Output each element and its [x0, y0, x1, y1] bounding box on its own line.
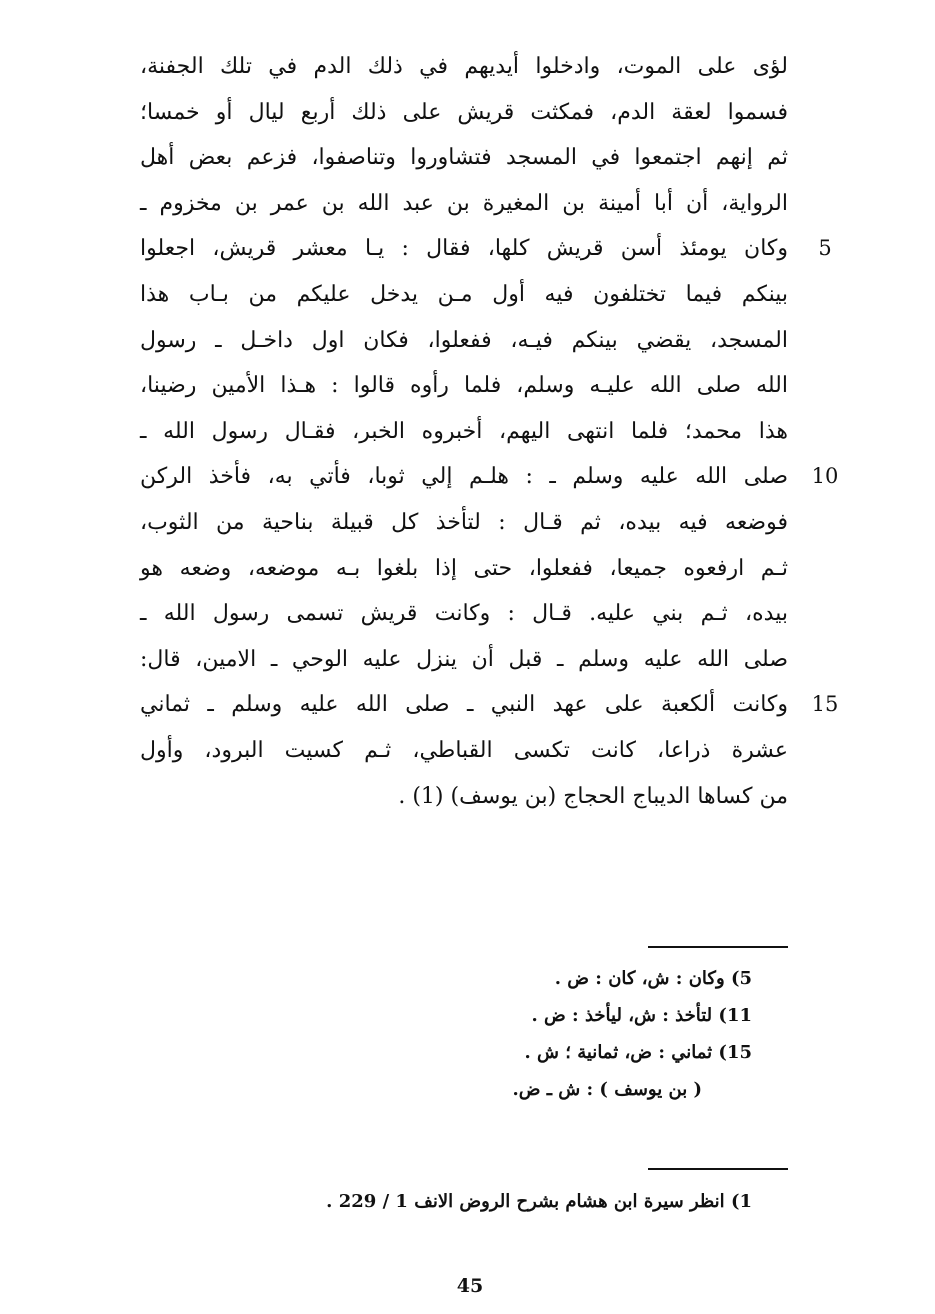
text-line-6: بينكم فيما تختلفون فيه أول مـن يدخل عليكم من بـاب هذا: [140, 281, 788, 307]
text-line-4: الرواية، أن أبا أمينة بن المغيرة بن عبد الله بن عمر بن مخزوم ـ: [140, 190, 788, 216]
text-line-5: وكان يومئذ أسن قريش كلها، فقال : يـا معشر قريش، اجعلوا: [140, 236, 788, 262]
footnotes: [250, 1182, 752, 1222]
text-line-17: من كساها الديباج الحجاج (بن يوسف) (1) .: [398, 783, 788, 809]
text-line-12: ثـم ارفعوه جميعا، ففعلوا، حتى إذا بلغوا بـه موضعه، وضعه هو: [140, 555, 788, 581]
main-text-block: [140, 44, 788, 819]
variant-note-5: 5) وكان : ش، كان : ض .: [554, 968, 752, 989]
line-number-10: 10: [811, 464, 839, 489]
text-line-13: بيده، ثـم بني عليه. قـال : وكانت قريش تسمى رسول الله ـ: [140, 601, 788, 627]
footnote-1: 1) انظر سيرة ابن هشام بشرح الروض الانف 1 / 229 .: [326, 1191, 752, 1212]
text-line-14: صلى الله عليه وسلم ـ قبل أن ينزل عليه الوحي ـ الامين، قال:: [140, 646, 788, 672]
page-number: 45: [456, 1275, 484, 1297]
textual-variants: [360, 960, 752, 1108]
variant-note-11: 11) لتأخذ : ش، ليأخذ : ض .: [531, 1005, 752, 1026]
text-line-11: فوضعه فيه بيده، ثم قـال : لتأخذ كل قبيلة بناحية من الثوب،: [140, 509, 788, 535]
line-number-5: 5: [818, 236, 832, 261]
variant-note-15: 15) ثماني : ض، ثمانية ؛ ش .: [524, 1042, 752, 1063]
text-line-8: الله صلى الله عليـه وسلم، فلما رأوه قالوا : هـذا الأمين رضينا،: [140, 373, 788, 399]
text-line-2: فسموا لعقة الدم، فمكثت قريش على ذلك أربع ليال أو خمسا؛: [140, 99, 788, 125]
text-line-7: المسجد، يقضي بينكم فيـه، ففعلوا، فكان اول داخـل ـ رسول: [140, 327, 788, 353]
text-line-3: ثم إنهم اجتمعوا في المسجد فتشاوروا وتناصفوا، فزعم بعض أهل: [140, 145, 788, 171]
text-line-15: وكانت ألكعبة على عهد النبي ـ صلى الله عليه وسلم ـ ثماني: [140, 692, 788, 718]
variants-divider: [648, 946, 788, 948]
footnotes-divider: [648, 1168, 788, 1170]
text-line-1: لؤى على الموت، وادخلوا أيديهم في ذلك الدم في تلك الجفنة،: [140, 54, 788, 79]
variant-note-15-continued: ( بن يوسف ) : ش ـ ض.: [512, 1079, 702, 1100]
text-line-10: صلى الله عليه وسلم ـ : هلـم إلي ثوبا، فأتي به، فأخذ الركن: [140, 464, 788, 490]
line-number-15: 15: [811, 692, 839, 717]
text-line-16: عشرة ذراعا، كانت تكسى القباطي، ثـم كسيت البرود، وأول: [140, 737, 788, 763]
text-line-9: هذا محمد؛ فلما انتهى اليهم، أخبروه الخبر، فقـال رسول الله ـ: [140, 418, 788, 444]
